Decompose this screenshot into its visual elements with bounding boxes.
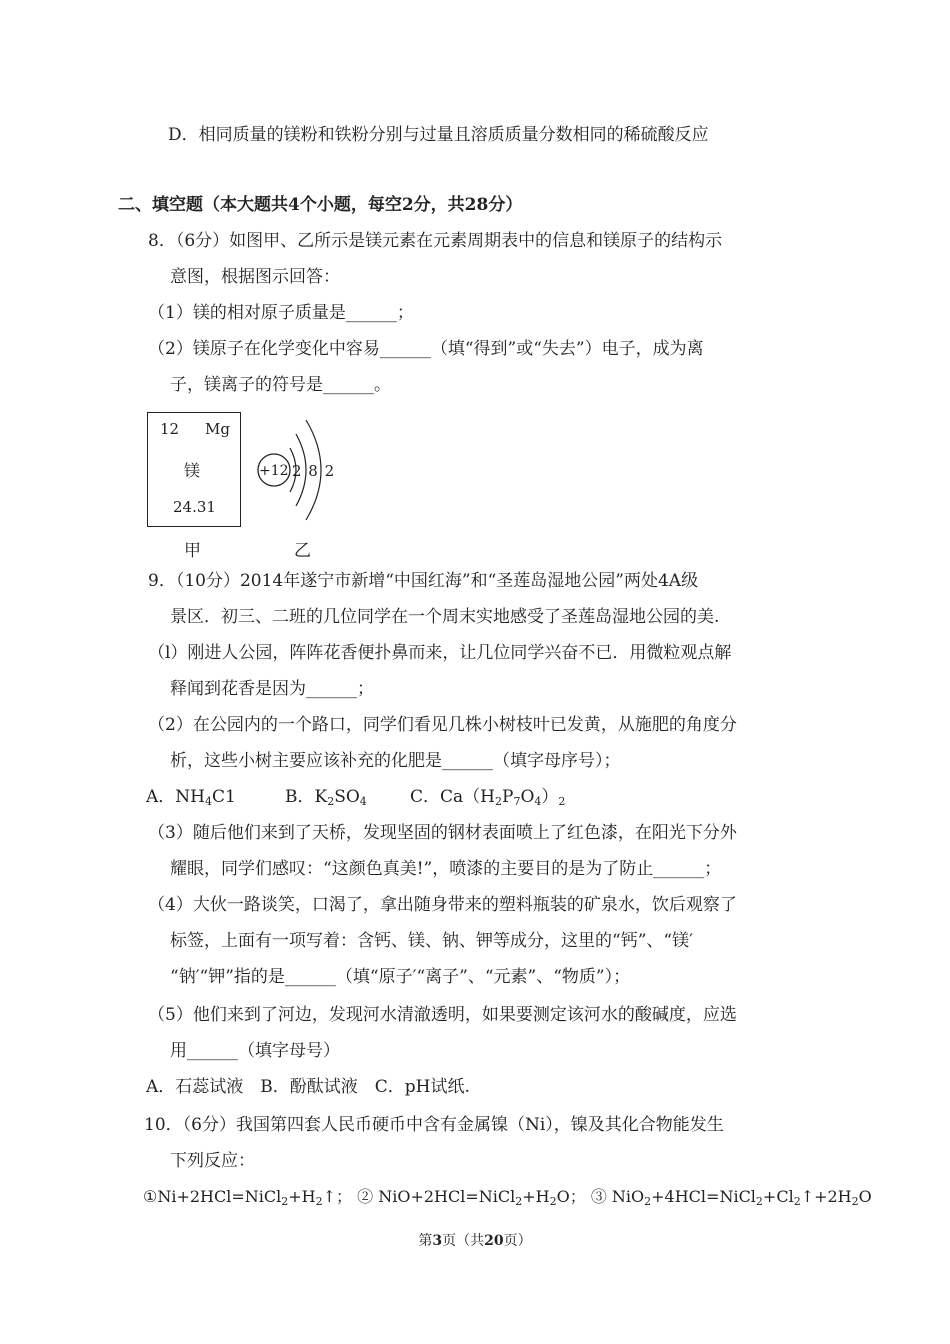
option-a: A．$NH_4C1$ (146, 787, 236, 808)
reactions-line (143, 1186, 872, 1208)
question-9-sub5-line2: 用______（填字母号） (170, 1041, 340, 1061)
question-9-line1: 9．（10分）2014年遂宁市新增“中国红海”和“圣莲岛湿地公园”两处4A级 (148, 571, 699, 591)
nucleus-charge: +12 (259, 463, 289, 479)
element-name: 镁 (184, 461, 201, 480)
question-8-line1: 8．（6分）如图甲、乙所示是镁元素在元素周期表中的信息和镁原子的结构示 (148, 231, 723, 251)
question-9-sub1-line2: 释闻到花香是因为______； (170, 679, 374, 699)
option-b: B．$K_2SO_4$ (285, 787, 367, 808)
question-10-line2: 下列反应： (170, 1151, 255, 1171)
electron-counts: 2 8 2 (292, 462, 336, 480)
atomic-mass: 24.31 (173, 498, 216, 516)
question-9-sub3-line1: （3）随后他们来到了天桥，发现坚固的钢材表面喷上了红色漆，在阳光下分外 (148, 823, 737, 843)
page-total: 20 (484, 1233, 504, 1249)
atomic-number: 12 (160, 420, 180, 438)
question-10-line1: 10．（6分）我国第四套人民币硬币中含有金属镍（Ni），镍及其化合物能发生 (144, 1115, 724, 1135)
reaction-1: $①Ni+2HCl=NiCl_2+H_2↑$； (143, 1187, 353, 1208)
reaction-2: ② $NiO+2HCl=NiCl_2+H_2O$； (357, 1187, 586, 1208)
question-9-sub5-line1: （5）他们来到了河边，发现河水清澈透明，如果要测定该河水的酸碱度，应选 (148, 1005, 737, 1025)
option-c: C．$Ca(H_2P_7O_4)_2$ (410, 787, 566, 808)
page-number: 3 (432, 1233, 443, 1249)
question-8-line2: 意图，根据图示回答： (170, 267, 340, 287)
question-9-line2: 景区．初三、二班的几位同学在一个周末实地感受了圣莲岛湿地公园的美. (170, 607, 720, 627)
question-8-sub2-line2: 子，镁离子的符号是______。 (170, 375, 391, 395)
question-9-sub4-line3: “钠′“钾”指的是______（填“原子′“离子”、“元素”、“物质”）； (170, 967, 631, 987)
question-8-sub1: （1）镁的相对原子质量是______； (148, 303, 414, 323)
question-9-sub4-line2: 标签，上面有一项写着：含钙、镁、钠、钾等成分，这里的“钙”、“镁′ (170, 931, 693, 951)
figure-label-jia: 甲 (184, 541, 201, 561)
figure-label-yi: 乙 (294, 541, 311, 561)
page-footer: 第3页（共20页） (418, 1233, 532, 1249)
section-title: 二、填空题（本大题共4个小题，每空2分，共28分） (118, 195, 523, 215)
question-9-sub5-options: A．石蕊试液 B．酚酞试液 C．pH试纸. (146, 1077, 470, 1097)
element-cell (147, 412, 241, 527)
question-8-sub2-line1: （2）镁原子在化学变化中容易______（填“得到”或“失去”）电子，成为离 (148, 339, 704, 359)
element-symbol: Mg (205, 420, 230, 438)
question-7-option-d: D．相同质量的镁粉和铁粉分别与过量且溶质质量分数相同的稀硫酸反应 (168, 125, 709, 145)
question-9-sub4-line1: （4）大伙一路谈笑，口渴了，拿出随身带来的塑料瓶装的矿泉水，饮后观察了 (148, 895, 737, 915)
reaction-3: ③ $NiO_2+4HCl=NiCl_2+Cl_2↑+2H_2O$ (590, 1187, 872, 1208)
question-9-sub1-line1: （l）刚进人公园，阵阵花香便扑鼻而来，让几位同学兴奋不已．用微粒观点解 (148, 643, 732, 663)
question-9-sub2-line2: 析，这些小树主要应该补充的化肥是______（填字母序号）； (170, 751, 621, 771)
question-9-sub2-line1: （2）在公园内的一个路口，同学们看见几株小树枝叶已发黄，从施肥的角度分 (148, 715, 737, 735)
question-9-sub3-line2: 耀眼，同学们感叹：“这颜色真美!”，喷漆的主要目的是为了防止______； (170, 859, 722, 879)
